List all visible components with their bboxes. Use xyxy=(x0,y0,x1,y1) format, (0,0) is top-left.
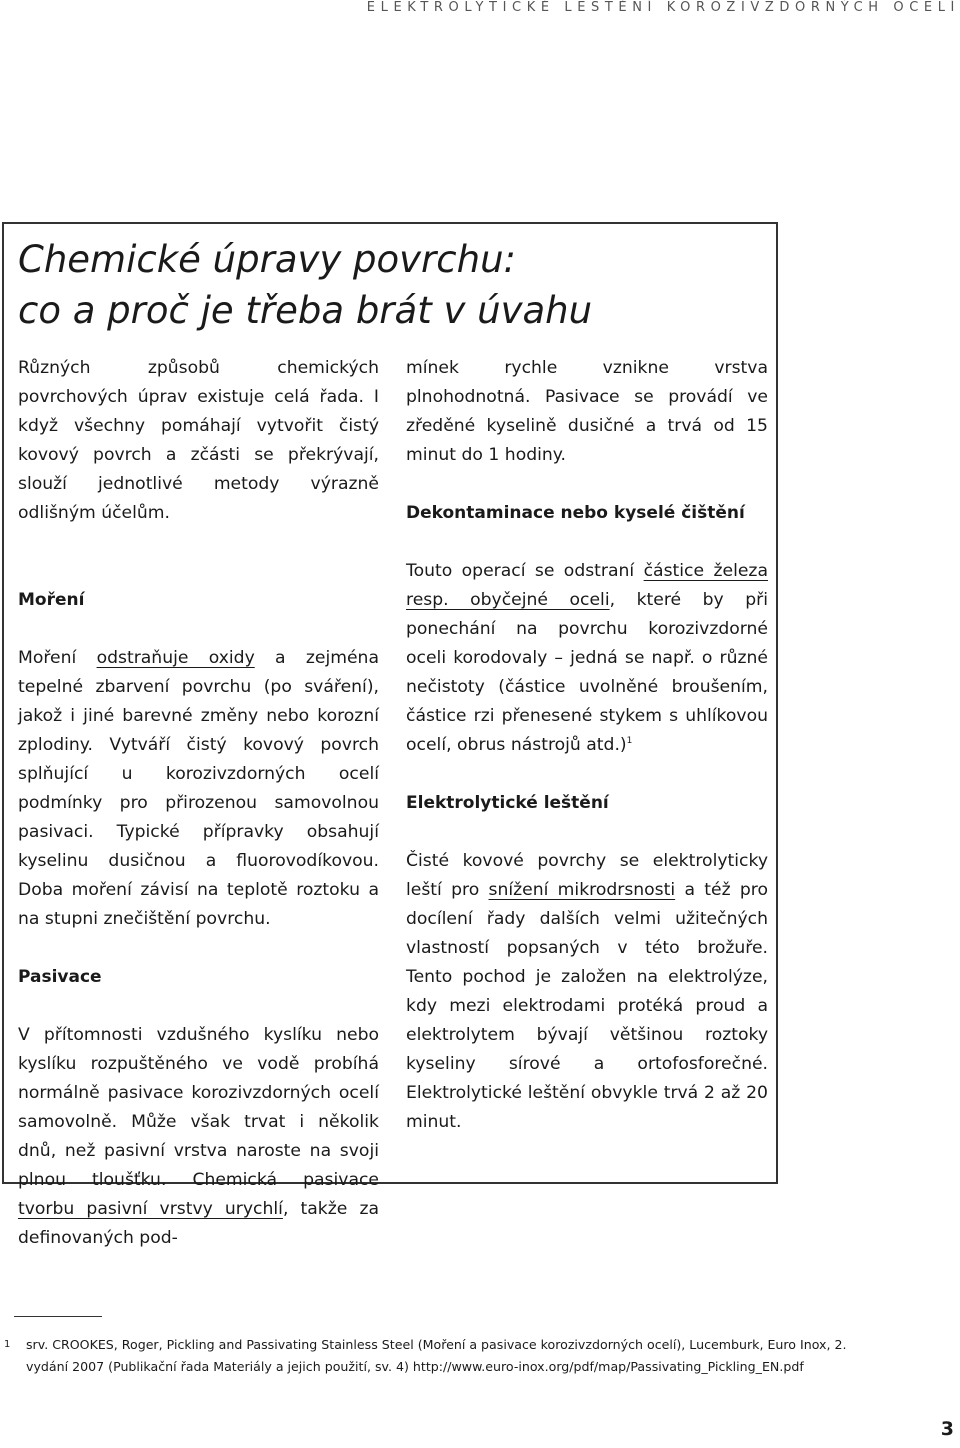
footnote-text: vydání 2007 (Publikační řada Materiály a jejich použití, sv. 4) http://www.euro-inox.org/pdf/map/Passivating_Pickling_EN.pdf xyxy=(26,1359,804,1374)
footnote-number: 1 xyxy=(4,1339,11,1350)
text-fragment: Touto operací se odstraní xyxy=(406,561,644,581)
text-fragment: Čisté kovové povrchy se elektrolyticky leští pro xyxy=(406,851,768,900)
text-fragment: Moření xyxy=(18,648,97,668)
page-number: 3 xyxy=(940,1418,954,1440)
footnote-divider xyxy=(14,1316,102,1317)
text-fragment: , které by při ponechání na povrchu korozivzdorné oceli korodovaly – jedná se např. o různé nečistoty (částice uvolněné broušením, částice rzi přenesené stykem s uhlíkovou ocelí, obrus nástrojů atd.) xyxy=(406,590,768,755)
text-fragment: V přítomnosti vzdušného kyslíku nebo kyslíku rozpuštěného ve vodě probíhá normálně pasivace korozivzdorných ocelí samovolně. Může však trvat i několik dnů, než pasivní vrstva naroste na svoji plnou tloušťku. Chemická pasivace xyxy=(18,1025,379,1190)
lesteni-paragraph xyxy=(406,847,768,1137)
dekontaminace-highlight-link[interactable]: částice železa resp. obyčejné oceli xyxy=(406,561,768,610)
lesteni-heading: Elektrolytické leštění xyxy=(406,793,609,813)
footnote-line-1 xyxy=(4,1334,847,1356)
article-title xyxy=(18,234,592,336)
pasivace-paragraph-continued: mínek rychle vznikne vrstva plnohodnotná. Pasivace se provádí ve zředěné kyselině dusičné a trvá od 15 minut do 1 hodiny. xyxy=(406,358,768,465)
footnote-line-2 xyxy=(4,1356,804,1378)
moreni-paragraph xyxy=(18,644,379,934)
text-fragment: a též pro docílení řady dalších velmi užitečných vlastností popsaných v této brožuře. Tento pochod je založen na elektrolýze, kdy mezi elektrodami protéká proud a elektrolytem bývají většinou roztoky kyseliny sírové a ortofosforečné. Elektrolytické leštění obvykle trvá 2 až 20 minut. xyxy=(406,880,768,1132)
footnote-text: srv. CROOKES, Roger, Pickling and Passivating Stainless Steel (Moření a pasivace korozivzdorných ocelí), Lucemburk, Euro Inox, 2. xyxy=(26,1337,847,1352)
title-line-2: co a proč je třeba brát v úvahu xyxy=(18,289,593,332)
text-fragment: a zejména tepelné zbarvení povrchu (po sváření), jakož i jiné barevné změny nebo korozní zplodiny. Vytváří čistý kovový povrch splňující u korozivzdorných ocelí podmínky pro přirozenou samovolnou pasivaci. Typické přípravky obsahují kyselinu dusičnou a fluorovodíkovou. Doba moření závisí na teplotě roztoku a na stupni znečištění povrchu. xyxy=(18,648,379,929)
footnote-reference[interactable]: 1 xyxy=(626,736,633,746)
lesteni-highlight-link[interactable]: snížení mikrodrsnosti xyxy=(488,880,676,900)
left-column xyxy=(18,354,379,1253)
right-column xyxy=(406,354,768,1137)
title-line-1: Chemické úpravy povrchu: xyxy=(18,238,516,281)
dekontaminace-paragraph xyxy=(406,557,768,760)
intro-paragraph: Různých způsobů chemických povrchových úprav existuje celá řada. I když všechny pomáhají vytvořit čistý kovový povrch a zčásti se překrývají, slouží jednotlivé metody výrazně odlišným účelům. xyxy=(18,358,379,523)
dekontaminace-heading: Dekontaminace nebo kyselé čištění xyxy=(406,503,745,523)
footnote xyxy=(4,1334,847,1378)
moreni-highlight-link[interactable]: odstraňuje oxidy xyxy=(96,648,255,668)
pasivace-highlight-link[interactable]: tvorbu pasivní vrstvy urychlí xyxy=(18,1199,283,1219)
text-fragment: , takže za definovaných pod- xyxy=(18,1199,380,1248)
article-box xyxy=(2,222,778,1248)
running-header: ELEKTROLYTICKÉ LEŠTĚNÍ KOROZIVZDORNÝCH OCELÍ xyxy=(366,0,960,15)
pasivace-heading: Pasivace xyxy=(18,967,102,987)
pasivace-paragraph-flowing xyxy=(18,1021,379,1253)
moreni-heading: Moření xyxy=(18,590,85,610)
